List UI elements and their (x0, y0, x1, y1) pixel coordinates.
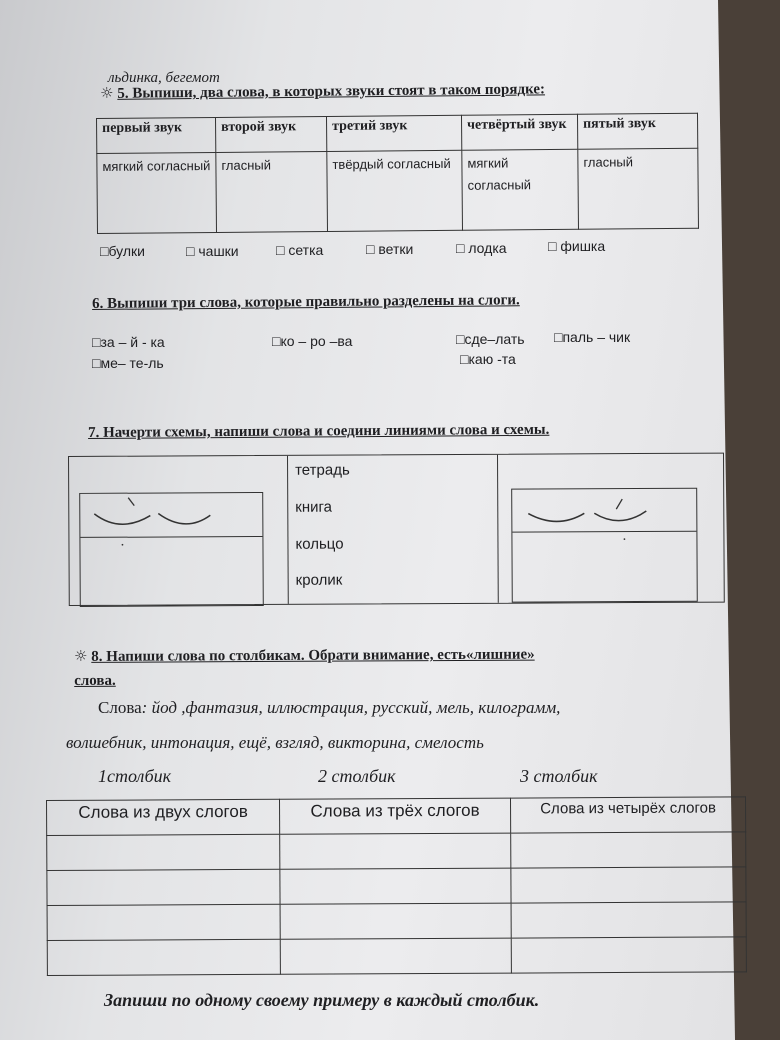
column-label-1: 1столбик (98, 766, 172, 786)
table-row (47, 902, 746, 941)
task7-word: кольцо (295, 535, 344, 553)
checkbox-icon: □ (272, 333, 281, 349)
checkbox-icon: □ (456, 331, 465, 347)
task5-header-5: пятый звук (577, 113, 697, 149)
task8-title-line2: слова. (74, 672, 116, 689)
task7-word: книга (295, 498, 333, 516)
column-label-3: 3 столбик (520, 766, 598, 786)
task5-option[interactable]: □ фишка (548, 238, 606, 254)
task7-word: кролик (295, 571, 343, 589)
task6-title: 6. Выпиши три слова, которые правильно разделены на слоги. (92, 292, 520, 312)
answer-cell[interactable] (511, 867, 746, 903)
table-row (47, 867, 746, 906)
answer-cell[interactable] (511, 902, 746, 938)
task6-option[interactable]: □ме– те-ль (92, 355, 164, 371)
checkbox-icon: □ (456, 240, 469, 256)
answer-cell[interactable] (280, 833, 511, 869)
task8-words-line2: волшебник, интонация, ещё, взгляд, викторина, смелость (66, 733, 484, 752)
answer-cell[interactable] (47, 834, 280, 870)
divider (287, 456, 289, 604)
previous-answer-line: льдинка, бегемот (108, 70, 220, 86)
answer-cell[interactable] (47, 939, 280, 975)
task6-option[interactable]: □паль – чик (554, 329, 631, 345)
checkbox-icon: □ (554, 329, 563, 345)
syllable-arcs-icon (80, 493, 262, 554)
task8-title (74, 641, 694, 693)
task8-title-line1: 8. Напиши слова по столбикам. Обрати внимание, есть«лишние» (91, 646, 535, 665)
task5-cell-5: гласный (578, 148, 699, 229)
checkbox-icon: □ (366, 241, 379, 257)
task7-frame (68, 453, 725, 606)
task8-header-1: Слова из двух слогов (47, 799, 280, 835)
task5-title-text: 5. Выпиши, два слова, в которых звуки стоят в таком порядке: (117, 81, 546, 102)
checkbox-icon: □ (460, 351, 469, 367)
answer-cell[interactable] (280, 903, 511, 939)
checkbox-icon: □ (92, 355, 101, 371)
answer-cell[interactable] (280, 868, 511, 904)
task7-title: 7. Начерти схемы, напиши слова и соедини линиями слова и схемы. (88, 421, 550, 441)
column-label-2: 2 столбик (318, 766, 396, 786)
task8-words-line1: Слова: йод ,фантазия, иллюстрация, русский, мель, килограмм, (98, 698, 561, 717)
task5-option[interactable]: □ чашки (186, 243, 239, 259)
checkbox-icon: □ (186, 243, 199, 259)
words-label: Слова (98, 698, 142, 717)
task5-sound-table (96, 113, 699, 234)
task5-cell-1: мягкий согласный (97, 152, 217, 233)
right-word-scheme (511, 488, 698, 603)
answer-cell[interactable] (47, 869, 280, 905)
left-word-scheme (79, 492, 264, 607)
task6-option[interactable]: □ко – ро –ва (272, 333, 353, 349)
task5-option[interactable]: □ сетка (276, 242, 324, 258)
sun-icon: ☼ (100, 83, 114, 102)
task5-header-1: первый звук (97, 117, 216, 153)
task5-cell-3: твёрдый согласный (327, 150, 463, 231)
checkbox-icon: □ (548, 238, 561, 254)
task5-header-2: второй звук (215, 116, 326, 152)
checkbox-icon: □ (92, 334, 101, 350)
task5-cell-2: гласный (216, 151, 328, 232)
task5-option[interactable]: □ ветки (366, 241, 414, 257)
divider (497, 455, 499, 603)
footer-instruction: Запиши по одному своему примеру в каждый столбик. (104, 990, 540, 1010)
task5-header-4: четвёртый звук (461, 114, 577, 150)
table-row (47, 937, 746, 976)
task8-columns-table (46, 796, 747, 976)
task5-cell-4: мягкий согласный (462, 149, 579, 230)
task7-word: тетрадь (295, 461, 350, 479)
checkbox-icon: □ (100, 243, 109, 259)
task6-option[interactable]: □сде–лать (456, 331, 525, 347)
answer-cell[interactable] (47, 904, 280, 940)
task5-option[interactable]: □ лодка (456, 240, 507, 256)
checkbox-icon: □ (276, 242, 289, 258)
task6-option[interactable]: □каю -та (460, 351, 516, 367)
answer-cell[interactable] (280, 938, 511, 974)
task6-option[interactable]: □за – й - ка (92, 334, 165, 350)
answer-cell[interactable] (511, 937, 746, 973)
syllable-arcs-icon (512, 489, 696, 550)
table-row (47, 832, 746, 871)
answer-cell[interactable] (511, 832, 746, 868)
sun-icon: ☼ (74, 646, 88, 665)
task8-header-2: Слова из трёх слогов (279, 798, 510, 834)
task8-header-3: Слова из четырёх слогов (510, 797, 745, 833)
task5-header-3: третий звук (326, 115, 461, 151)
task5-option[interactable]: □булки (100, 243, 145, 259)
